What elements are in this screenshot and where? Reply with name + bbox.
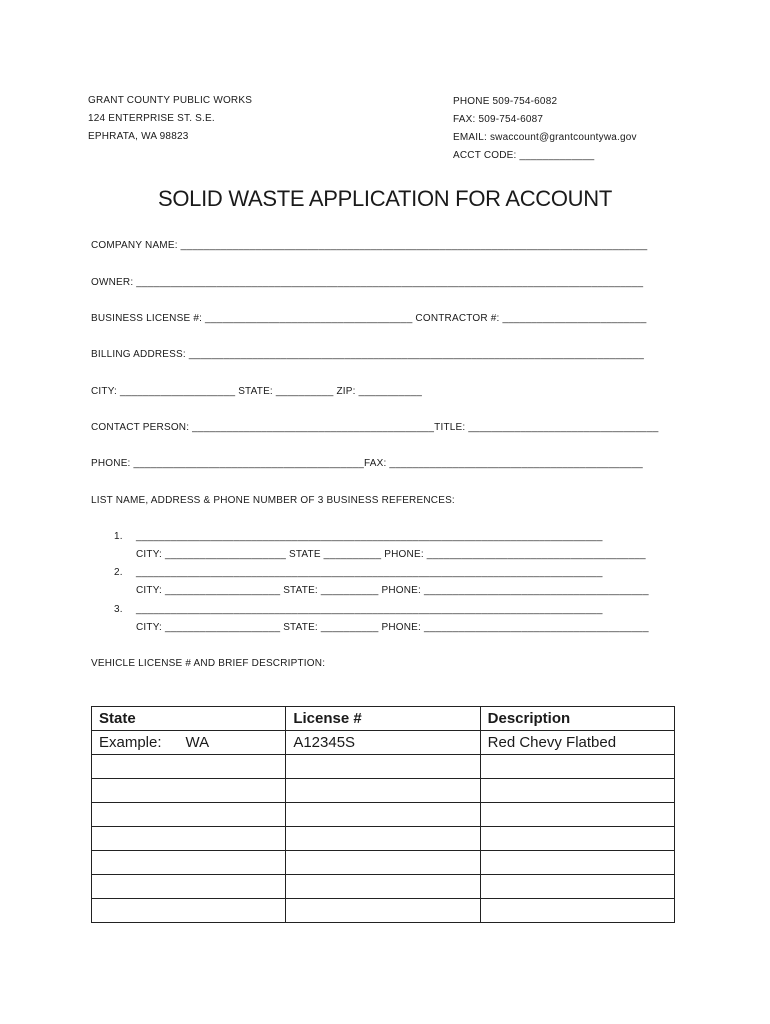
license-cell[interactable] (286, 803, 480, 827)
reference-city-field[interactable]: CITY: ____________________ STATE: __________ PHONE: _______________________________________ (136, 585, 649, 596)
description-cell[interactable] (480, 875, 674, 899)
reference-name-field[interactable]: _________________________________________________________________________________ (136, 567, 603, 578)
business-license-field[interactable]: BUSINESS LICENSE #: ____________________________________ CONTRACTOR #: _________________________ (91, 313, 647, 324)
references-heading: LIST NAME, ADDRESS & PHONE NUMBER OF 3 BUSINESS REFERENCES: (91, 495, 455, 506)
state-cell[interactable] (92, 827, 286, 851)
state-cell[interactable] (92, 779, 286, 803)
license-cell[interactable] (286, 827, 480, 851)
vehicle-table (91, 706, 675, 923)
vehicle-heading: VEHICLE LICENSE # AND BRIEF DESCRIPTION: (91, 658, 326, 669)
table-row (92, 779, 675, 803)
description-cell[interactable] (480, 803, 674, 827)
company-name-field[interactable]: COMPANY NAME: _________________________________________________________________________________ (91, 240, 648, 251)
license-cell[interactable] (286, 899, 480, 923)
agency-street: 124 ENTERPRISE ST. S.E. (88, 113, 215, 124)
description-cell[interactable] (480, 899, 674, 923)
state-cell[interactable] (92, 899, 286, 923)
state-cell[interactable] (92, 803, 286, 827)
table-row (92, 755, 675, 779)
reference-name-field[interactable]: _________________________________________________________________________________ (136, 604, 603, 615)
agency-name: GRANT COUNTY PUBLIC WORKS (88, 95, 253, 106)
column-header-state: State (92, 707, 286, 731)
license-cell[interactable] (286, 851, 480, 875)
license-cell[interactable] (286, 875, 480, 899)
state-cell[interactable] (92, 755, 286, 779)
license-cell[interactable] (286, 779, 480, 803)
reference-number: 1. (114, 531, 123, 542)
example-label: Example: (99, 734, 162, 751)
state-cell[interactable] (92, 875, 286, 899)
table-row (92, 827, 675, 851)
reference-number: 2. (114, 567, 123, 578)
license-cell[interactable] (286, 755, 480, 779)
page-title: SOLID WASTE APPLICATION FOR ACCOUNT (157, 186, 612, 211)
description-cell[interactable] (480, 851, 674, 875)
description-cell[interactable] (480, 827, 674, 851)
table-row (92, 875, 675, 899)
description-cell[interactable] (480, 779, 674, 803)
billing-address-field[interactable]: BILLING ADDRESS: _______________________________________________________________________________ (91, 349, 645, 360)
contact-fax: FAX: 509-754-6087 (453, 114, 544, 125)
example-row (92, 731, 675, 755)
contact-phone: PHONE 509-754-6082 (453, 96, 558, 107)
column-header-description: Description (480, 707, 674, 731)
contact-email: EMAIL: swaccount@grantcountywa.gov (453, 132, 637, 143)
contact-person-field[interactable]: CONTACT PERSON: __________________________________________TITLE: _________________________________ (91, 422, 659, 433)
state-cell[interactable] (92, 851, 286, 875)
table-header-row (92, 707, 675, 731)
example-description-cell: Red Chevy Flatbed (480, 731, 674, 755)
reference-city-field[interactable]: CITY: ____________________ STATE: __________ PHONE: _______________________________________ (136, 622, 649, 633)
table-row (92, 851, 675, 875)
description-cell[interactable] (480, 755, 674, 779)
acct-code: ACCT CODE: _____________ (453, 150, 595, 161)
example-state: WA (185, 734, 210, 751)
reference-city-field[interactable]: CITY: _____________________ STATE __________ PHONE: ______________________________________ (136, 549, 646, 560)
phone-fax-field[interactable]: PHONE: ________________________________________FAX: ____________________________________________ (91, 458, 643, 469)
example-state-cell (92, 731, 286, 755)
agency-city: EPHRATA, WA 98823 (88, 131, 189, 142)
reference-number: 3. (114, 604, 123, 615)
column-header-license: License # (286, 707, 480, 731)
owner-field[interactable]: OWNER: ________________________________________________________________________________________ (91, 277, 644, 288)
example-license-cell: A12345S (286, 731, 480, 755)
reference-name-field[interactable]: _________________________________________________________________________________ (136, 531, 603, 542)
city-state-zip-field[interactable]: CITY: ____________________ STATE: __________ ZIP: ___________ (91, 386, 422, 397)
table-row (92, 803, 675, 827)
table-row (92, 899, 675, 923)
